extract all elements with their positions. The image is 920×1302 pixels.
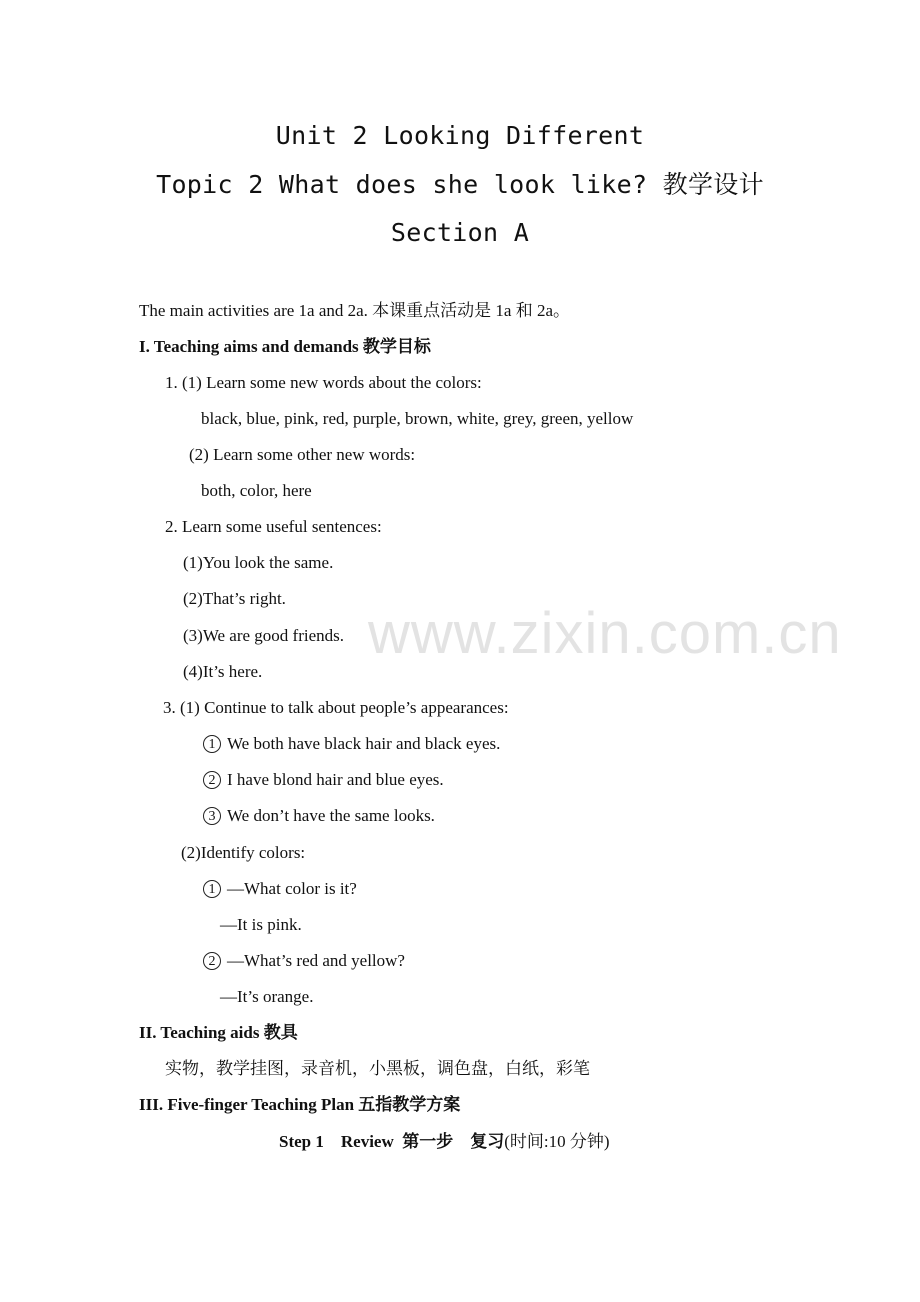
circled-number: 2 [203, 771, 221, 789]
circled-number: 3 [203, 807, 221, 825]
appearance-text: We don’t have the same looks. [227, 806, 435, 825]
appearance-2 [203, 769, 444, 791]
dialogue-text: —What’s red and yellow? [227, 951, 405, 970]
color-question-2 [203, 950, 405, 972]
aim-1-1-words: black, blue, pink, red, purple, brown, white, grey, green, yellow [201, 409, 634, 428]
step-1-label: Step 1 Review 第一步 复习 [279, 1132, 505, 1151]
aim-1-2: (2) Learn some other new words: [189, 445, 416, 464]
appearance-3 [203, 805, 435, 827]
intro-text: The main activities are 1a and 2a. 本课重点活动是 1a 和 2a。 [139, 301, 571, 320]
document-title: Unit 2 Looking Different [275, 121, 645, 150]
circled-number: 2 [203, 952, 221, 970]
color-question-1 [203, 878, 357, 900]
document-subtitle: Topic 2 What does she look like? 教学设计 [156, 170, 764, 199]
heading-teaching-aims: I. Teaching aims and demands 教学目标 [139, 337, 431, 356]
step-1-time: (时间:10 分钟) [504, 1132, 610, 1151]
sentence-2: (2)That’s right. [183, 589, 286, 608]
step-1-heading [279, 1131, 610, 1153]
sentence-3: (3)We are good friends. [183, 626, 345, 645]
color-answer-1: —It is pink. [220, 915, 302, 934]
appearance-text: I have blond hair and blue eyes. [227, 770, 444, 789]
appearance-text: We both have black hair and black eyes. [227, 734, 501, 753]
teaching-aids-list: 实物，教学挂图，录音机，小黑板，调色盘，白纸，彩笔 [165, 1059, 590, 1078]
aim-2: 2. Learn some useful sentences: [165, 517, 382, 536]
watermark: www.zixin.com.cn [368, 601, 842, 666]
circled-number: 1 [203, 735, 221, 753]
sentence-1: (1)You look the same. [183, 553, 334, 572]
circled-number: 1 [203, 880, 221, 898]
section-title: Section A [390, 218, 530, 247]
color-answer-2: —It’s orange. [220, 987, 314, 1006]
aim-3-2: (2)Identify colors: [181, 843, 306, 862]
heading-teaching-plan: III. Five-finger Teaching Plan 五指教学方案 [139, 1095, 461, 1114]
appearance-1 [203, 733, 500, 755]
aim-3-1: 3. (1) Continue to talk about people’s appearances: [163, 698, 509, 717]
aim-1-1: 1. (1) Learn some new words about the colors: [165, 373, 482, 392]
sentence-4: (4)It’s here. [183, 662, 263, 681]
aim-1-2-words: both, color, here [201, 481, 312, 500]
heading-teaching-aids: II. Teaching aids 教具 [139, 1023, 298, 1042]
dialogue-text: —What color is it? [227, 879, 357, 898]
